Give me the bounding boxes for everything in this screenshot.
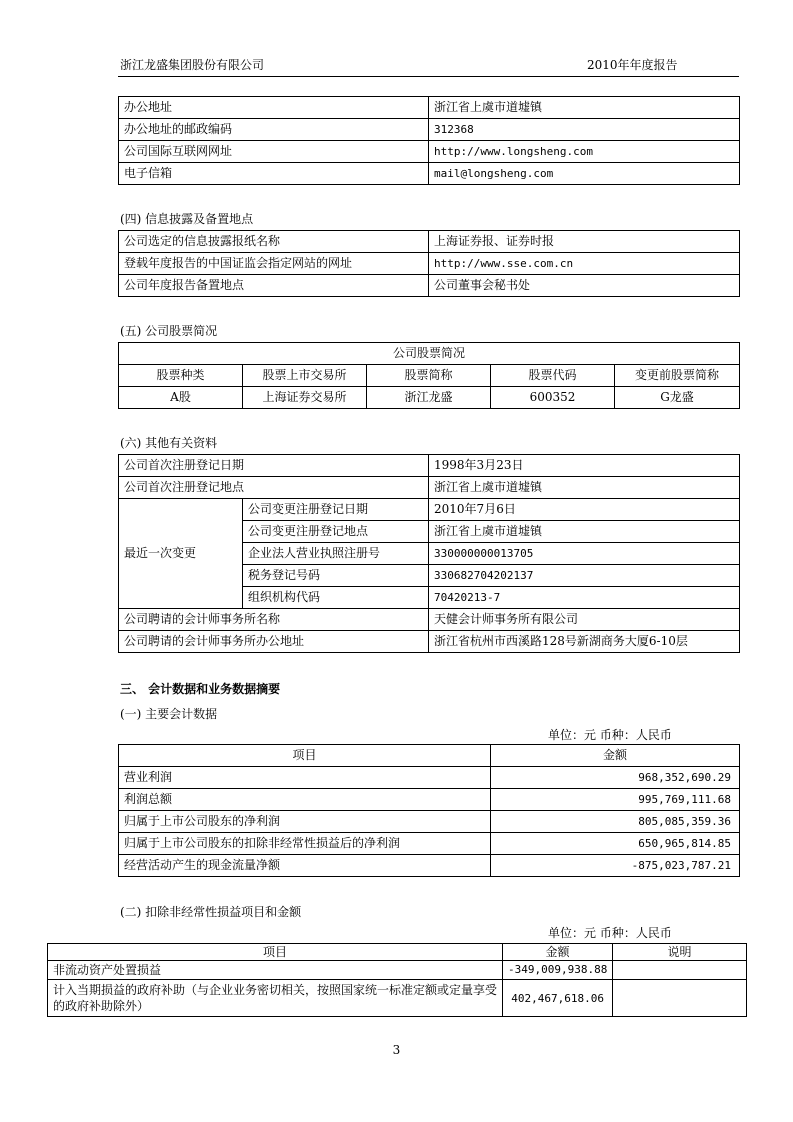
column-header: 项目 (119, 745, 491, 767)
change-label: 企业法人营业执照注册号 (243, 543, 429, 565)
disclosure-title: (四) 信息披露及备置地点 (120, 212, 254, 226)
amount-cell: 995,769,111.68 (491, 789, 740, 811)
table-row (119, 119, 740, 141)
other-value: 浙江省杭州市西溪路128号新湖商务大厦6-10层 (429, 631, 740, 653)
change-value: 70420213-7 (429, 587, 740, 609)
recent-change-label: 最近一次变更 (119, 499, 243, 609)
change-value: 2010年7月6日 (429, 499, 740, 521)
amount-cell: 402,467,618.06 (503, 980, 613, 1017)
other-label: 公司聘请的会计师事务所办公地址 (119, 631, 429, 653)
stock-cell: 600352 (491, 387, 615, 409)
stock-cell: 浙江龙盛 (367, 387, 491, 409)
disclosure-label: 公司选定的信息披露报纸名称 (119, 231, 429, 253)
amount-cell: 805,085,359.36 (491, 811, 740, 833)
item-cell: 归属于上市公司股东的扣除非经常性损益后的净利润 (119, 833, 491, 855)
table-row (119, 343, 740, 365)
column-header: 股票代码 (491, 365, 615, 387)
column-header: 变更前股票简称 (615, 365, 740, 387)
change-label: 组织机构代码 (243, 587, 429, 609)
contact-value: 浙江省上虞市道墟镇 (429, 97, 740, 119)
sse-link[interactable]: http://www.sse.com.cn (429, 253, 740, 275)
column-header: 股票上市交易所 (243, 365, 367, 387)
other-value: 浙江省上虞市道墟镇 (429, 477, 740, 499)
other-value: 1998年3月23日 (429, 455, 740, 477)
non-recurring-table (47, 943, 747, 1017)
section3-title: 三、 会计数据和业务数据摘要 (120, 682, 281, 696)
amount-cell: 650,965,814.85 (491, 833, 740, 855)
amount-cell: -349,009,938.88 (503, 961, 613, 980)
table-header-row (48, 944, 747, 961)
column-header: 项目 (48, 944, 503, 961)
amount-cell: 968,352,690.29 (491, 767, 740, 789)
section3-sub1: (一) 主要会计数据 (120, 707, 218, 721)
table-row (119, 253, 740, 275)
table-row (119, 275, 740, 297)
item-cell: 非流动资产处置损益 (48, 961, 503, 980)
contact-table (118, 96, 740, 185)
other-label: 公司首次注册登记地点 (119, 477, 429, 499)
table-row (119, 231, 740, 253)
header-company: 浙江龙盛集团股份有限公司 (120, 58, 265, 72)
table-row (48, 961, 747, 980)
disclosure-table (118, 230, 740, 297)
table-row (119, 609, 740, 631)
header-divider (118, 76, 739, 77)
table-row (119, 163, 740, 185)
other-value: 天健会计师事务所有限公司 (429, 609, 740, 631)
stock-cell: 上海证券交易所 (243, 387, 367, 409)
table-row (119, 789, 740, 811)
table-row (119, 767, 740, 789)
header-report: 2010年年度报告 (587, 58, 678, 72)
website-link[interactable]: http://www.longsheng.com (429, 141, 740, 163)
table-row (119, 387, 740, 409)
column-header: 金额 (491, 745, 740, 767)
table-row (119, 855, 740, 877)
change-label: 公司变更注册登记日期 (243, 499, 429, 521)
table-row (119, 97, 740, 119)
table-header-row (119, 745, 740, 767)
main-accounting-table (118, 744, 740, 877)
table-row (119, 833, 740, 855)
note-cell (613, 961, 747, 980)
item-cell: 归属于上市公司股东的净利润 (119, 811, 491, 833)
change-value: 330000000013705 (429, 543, 740, 565)
column-header: 说明 (613, 944, 747, 961)
stock-cell: G龙盛 (615, 387, 740, 409)
contact-label: 公司国际互联网网址 (119, 141, 429, 163)
contact-label: 办公地址 (119, 97, 429, 119)
page-number: 3 (392, 1043, 401, 1057)
email-link[interactable]: mail@longsheng.com (429, 163, 740, 185)
unit-label: 单位：元 币种：人民币 (548, 728, 672, 742)
stock-title: (五) 公司股票简况 (120, 324, 218, 338)
disclosure-label: 登载年度报告的中国证监会指定网站的网址 (119, 253, 429, 275)
disclosure-label: 公司年度报告备置地点 (119, 275, 429, 297)
item-cell: 计入当期损益的政府补助（与企业业务密切相关，按照国家统一标准定额或定量享受的政府补助除外） (48, 980, 503, 1017)
item-cell: 利润总额 (119, 789, 491, 811)
table-header-row (119, 365, 740, 387)
stock-caption: 公司股票简况 (119, 343, 740, 365)
other-label: 公司首次注册登记日期 (119, 455, 429, 477)
note-cell (613, 980, 747, 1017)
disclosure-value: 上海证券报、证券时报 (429, 231, 740, 253)
item-cell: 经营活动产生的现金流量净额 (119, 855, 491, 877)
section3-sub2: (二) 扣除非经常性损益项目和金额 (120, 905, 302, 919)
change-value: 浙江省上虞市道墟镇 (429, 521, 740, 543)
table-row (48, 980, 747, 1017)
table-row (119, 477, 740, 499)
contact-label: 办公地址的邮政编码 (119, 119, 429, 141)
other-label: 公司聘请的会计师事务所名称 (119, 609, 429, 631)
change-value: 330682704202137 (429, 565, 740, 587)
table-row (119, 631, 740, 653)
table-row (119, 455, 740, 477)
table-row (119, 499, 740, 521)
change-label: 税务登记号码 (243, 565, 429, 587)
column-header: 股票种类 (119, 365, 243, 387)
amount-cell: -875,023,787.21 (491, 855, 740, 877)
table-row (119, 811, 740, 833)
unit-label-2: 单位：元 币种：人民币 (548, 926, 672, 940)
other-info-table (118, 454, 740, 653)
item-cell: 营业利润 (119, 767, 491, 789)
change-label: 公司变更注册登记地点 (243, 521, 429, 543)
contact-label: 电子信箱 (119, 163, 429, 185)
table-row (119, 141, 740, 163)
other-title: (六) 其他有关资料 (120, 436, 218, 450)
column-header: 股票简称 (367, 365, 491, 387)
column-header: 金额 (503, 944, 613, 961)
disclosure-value: 公司董事会秘书处 (429, 275, 740, 297)
contact-value: 312368 (429, 119, 740, 141)
stock-table (118, 342, 740, 409)
stock-cell: A股 (119, 387, 243, 409)
